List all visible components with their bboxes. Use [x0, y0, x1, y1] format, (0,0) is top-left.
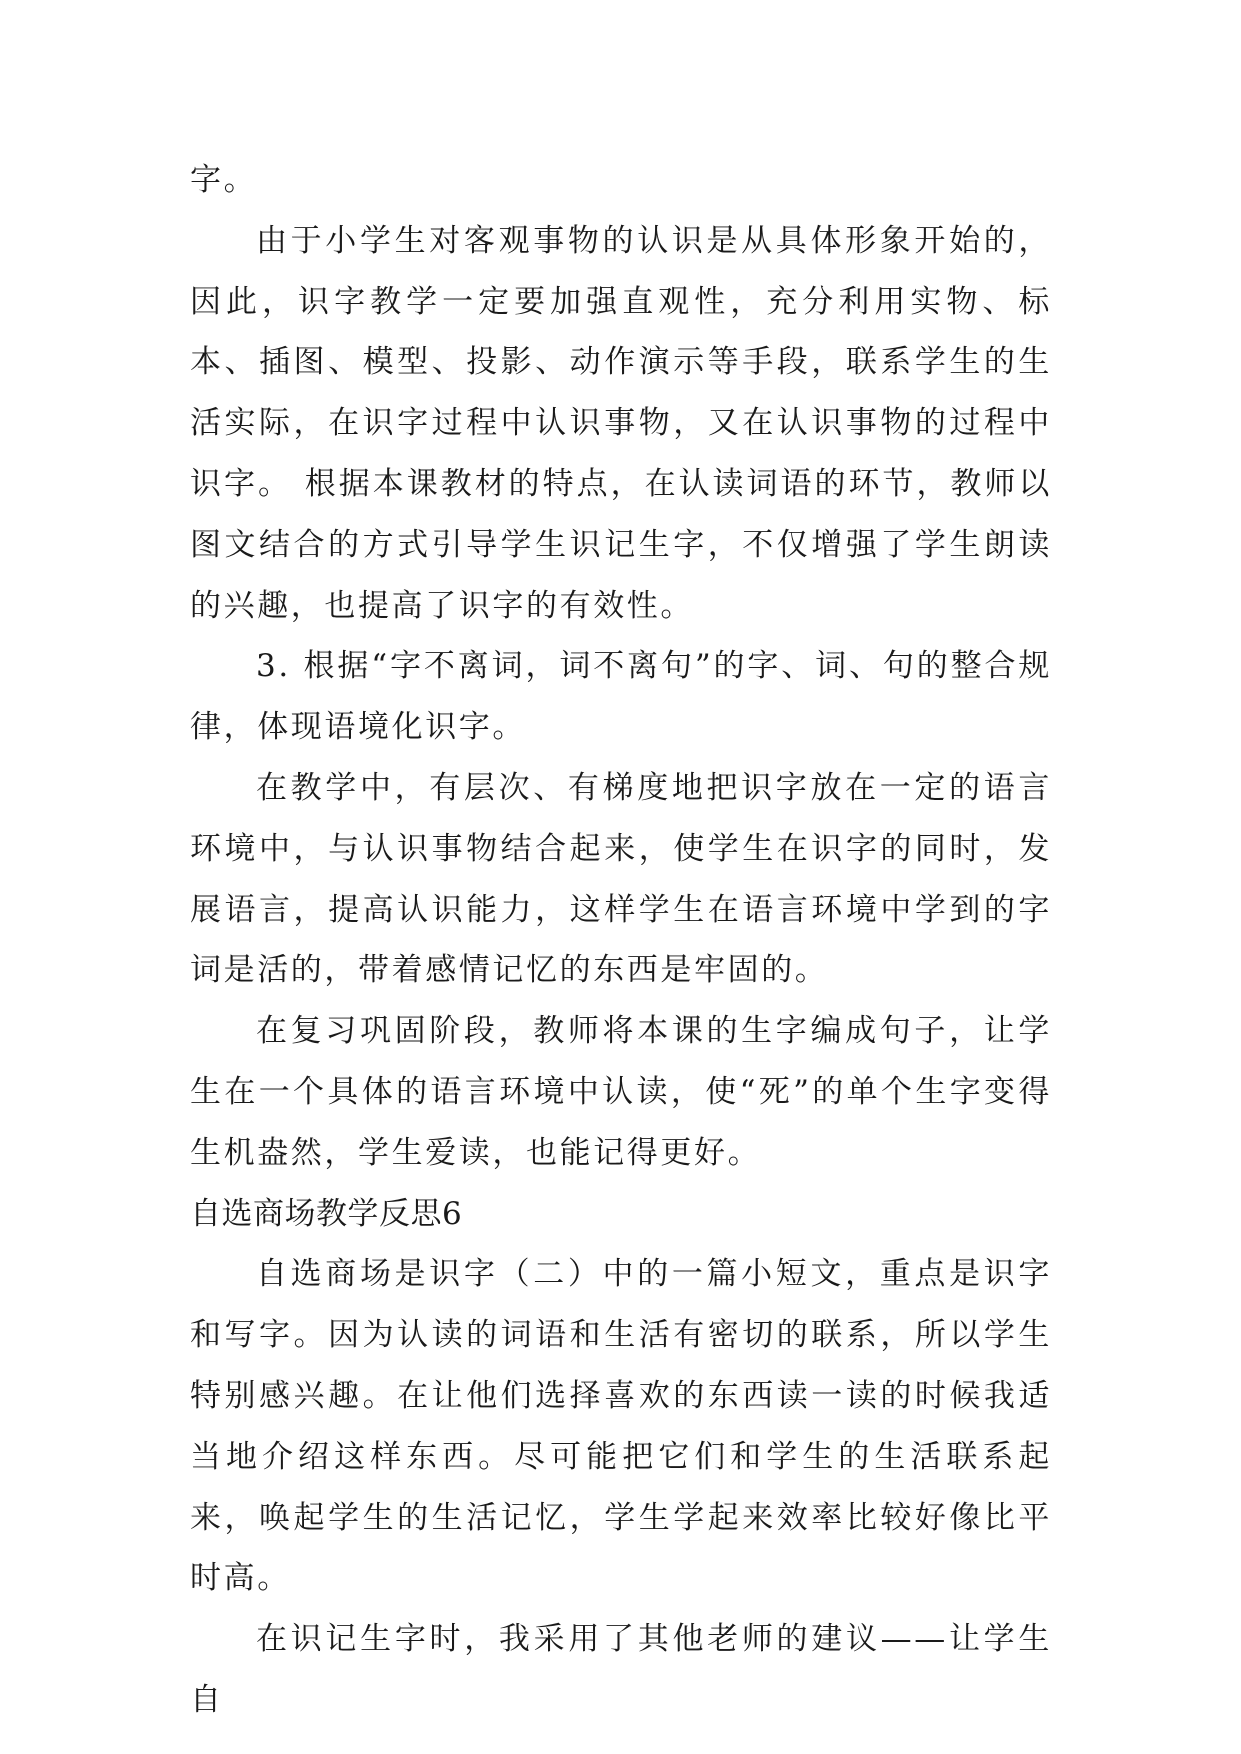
paragraph-point-3: 3. 根据“字不离词，词不离句”的字、词、句的整合规律，体现语境化识字。 [190, 648, 1052, 746]
section-heading: 自选商场教学反思6 [190, 1195, 463, 1232]
paragraph-supermarket-intro: 自选商场是识字（二）中的一篇小短文，重点是识字和写字。因为认读的词语和生活有密切的联系，所以学生特别感兴趣。在让他们选择喜欢的东西读一读的时候我适当地介绍这样东西。尽可能把它们和学生的生活联系起来，唤起学生的生活记忆，学生学起来效率比较好像比平时高。 [190, 1256, 1052, 1597]
paragraph-literacy-visual: 由于小学生对客观事物的认识是从具体形象开始的，因此，识字教学一定要加强直观性，充分利用实物、标本、插图、模型、投影、动作演示等手段，联系学生的生活实际，在识字过程中认识事物，又在认识事物的过程中识字。 根据本课教材的特点，在认读词语的环节，教师以图文结合的方式引导学生识记生字，不仅增强了学生朗读的兴趣，也提高了识字的有效性。 [190, 222, 1052, 624]
document-page [190, 150, 1052, 1731]
paragraph-review-stage: 在复习巩固阶段，教师将本课的生字编成句子，让学生在一个具体的语言环境中认读，使“死”的单个生字变得生机盎然，学生爱读，也能记得更好。 [190, 1013, 1052, 1171]
paragraph-language-context: 在教学中，有层次、有梯度地把识字放在一定的语言环境中，与认识事物结合起来，使学生在识字的同时，发展语言，提高认识能力，这样学生在语言环境中学到的字词是活的，带着感情记忆的东西是牢固的。 [190, 769, 1052, 989]
paragraph-character-memory: 在识记生字时，我采用了其他老师的建议——让学生自 [190, 1621, 1052, 1718]
paragraph-continuation: 字。 [190, 162, 258, 198]
